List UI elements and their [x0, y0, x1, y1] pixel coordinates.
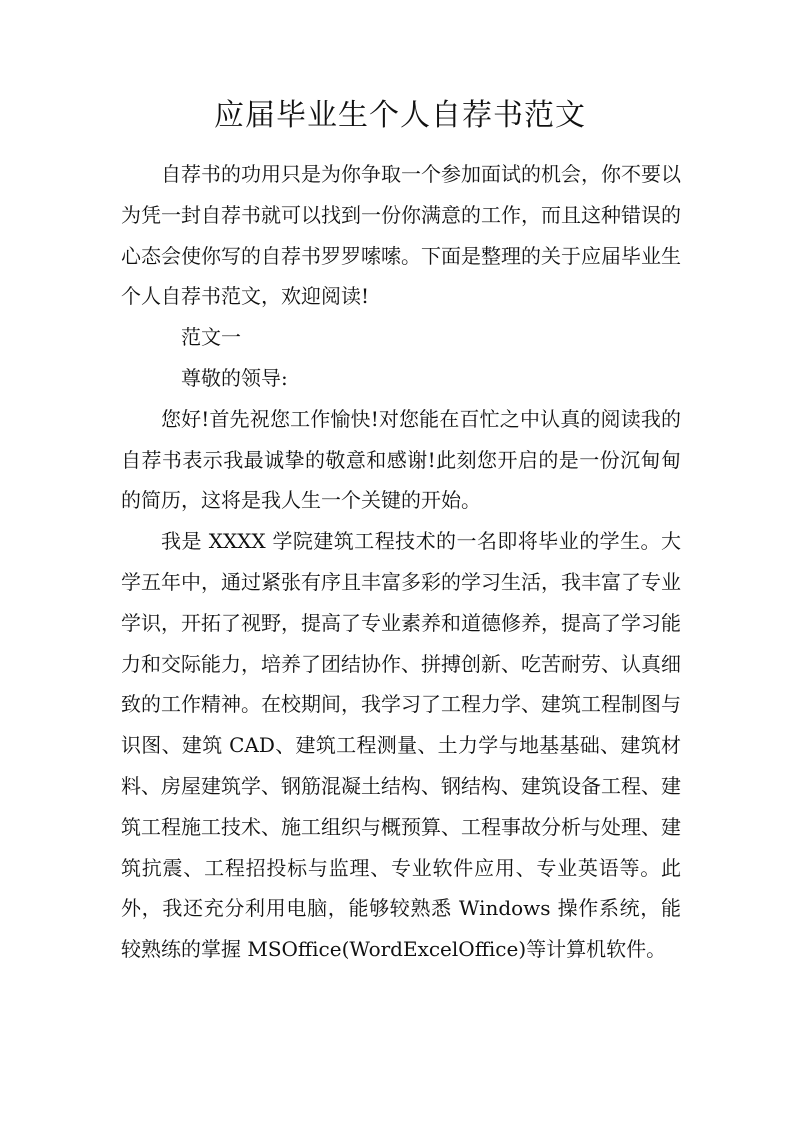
greeting-paragraph: 您好!首先祝您工作愉快!对您能在百忙之中认真的阅读我的自荐书表示我最诚挚的敬意和感谢!此刻您开启的是一份沉甸甸的简历，这将是我人生一个关键的开始。 [121, 406, 681, 513]
sample-heading: 范文一 [181, 325, 241, 350]
document-title: 应届毕业生个人自荐书范文 [214, 98, 586, 133]
document-body [121, 154, 681, 970]
self-introduction-paragraph: 我是 XXXX 学院建筑工程技术的一名即将毕业的学生。大学五年中，通过紧张有序且丰富多彩的学习生活，我丰富了专业学识，开拓了视野，提高了专业素养和道德修养，提高了学习能力和交际能力，培养了团结协作、拼搏创新、吃苦耐劳、认真细致的工作精神。在校期间，我学习了工程力学、建筑工程制图与识图、建筑 CAD、建筑工程测量、土力学与地基基础、建筑材料、房屋建筑学、钢筋混凝土结构、钢结构、建筑设备工程、建筑工程施工技术、施工组织与概预算、工程事故分析与处理、建筑抗震、工程招投标与监理、专业软件应用、专业英语等。此外，我还充分利用电脑，能够较熟悉 Windows 操作系统，能较熟练的掌握 MSOffice(WordExcelOffice)等计算机软件。 [121, 529, 681, 962]
intro-paragraph: 自荐书的功用只是为你争取一个参加面试的机会，你不要以为凭一封自荐书就可以找到一份你满意的工作，而且这种错误的心态会使你写的自荐书罗罗嗦嗦。下面是整理的关于应届毕业生个人自荐书范文，欢迎阅读! [121, 162, 681, 309]
salutation: 尊敬的领导: [181, 365, 288, 390]
